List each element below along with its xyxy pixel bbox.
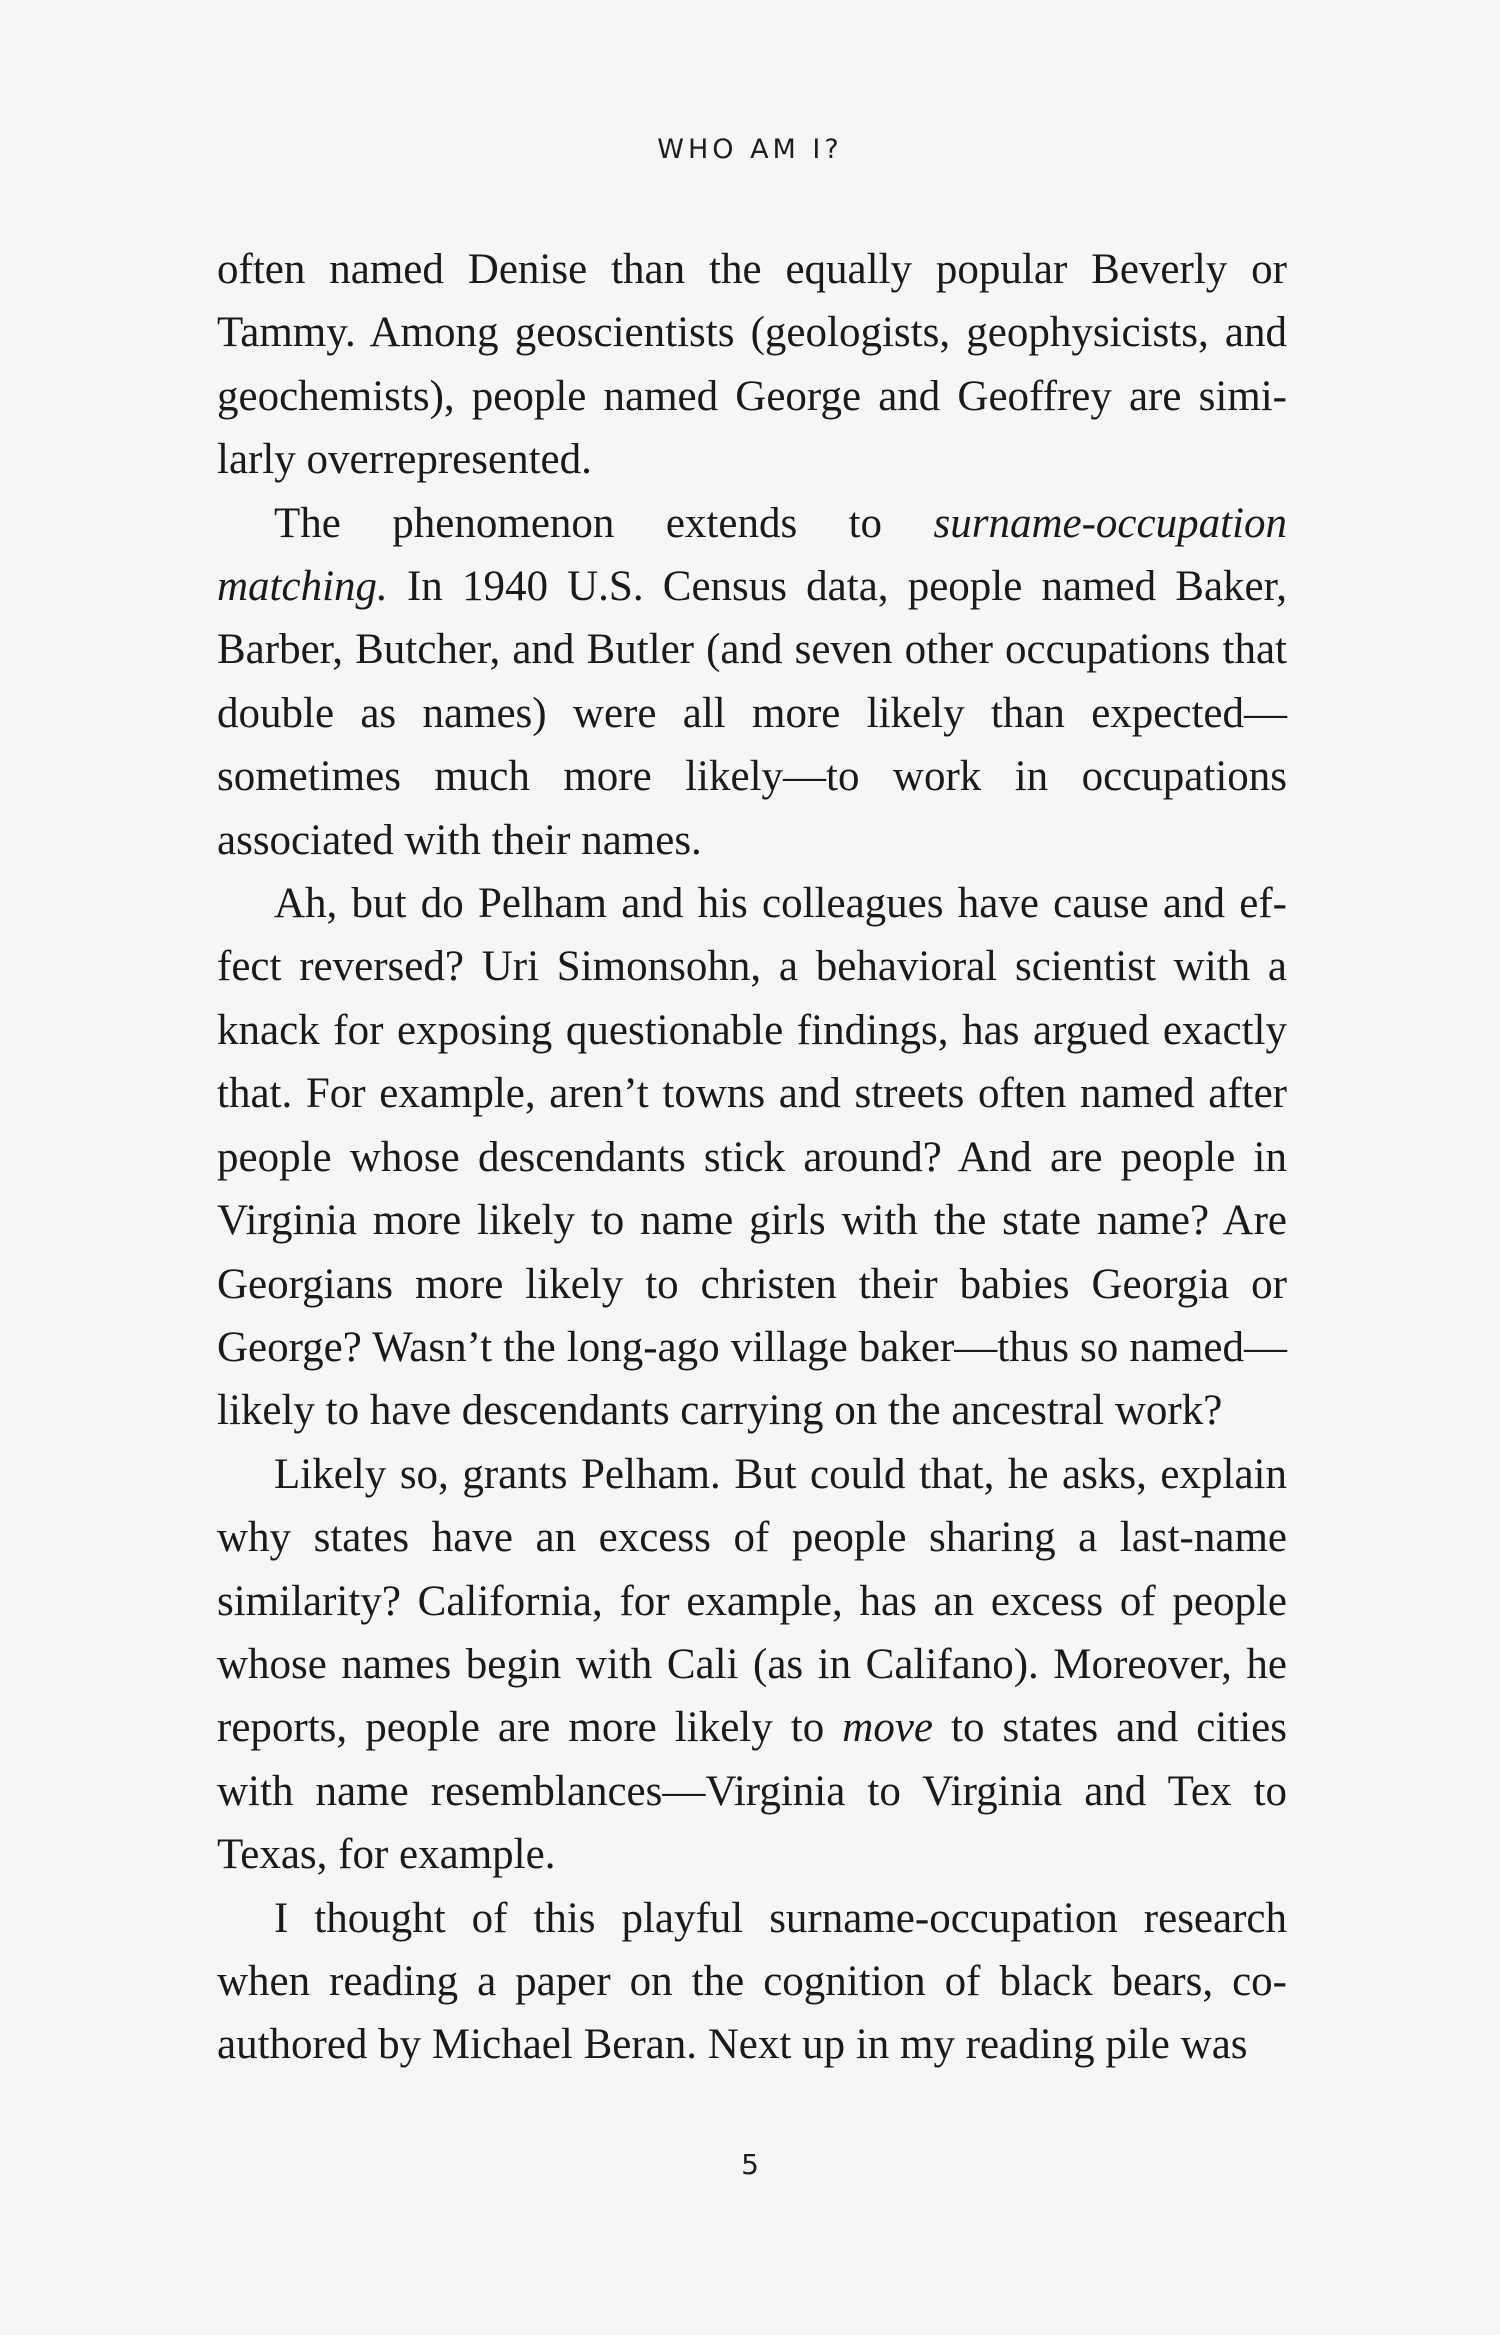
body-text <box>217 238 1287 2077</box>
paragraph: often named Denise than the equally popular Beverly or Tammy. Among geoscientists (geologists, geophysicists, and geochemists), people named George and Geoffrey are similarly overrepresented. <box>217 246 1287 484</box>
paragraph: I thought of this playful surname-occupation research when reading a paper on the cognition of black bears, coauthored by Michael Beran. Next up in my reading pile was <box>217 1894 1287 2069</box>
emphasis: move <box>842 1704 933 1752</box>
page-number: 5 <box>741 2148 759 2181</box>
paragraph: Likely so, grants Pelham. But could that, he asks, explain why states have an excess of people sharing a last-name similarity? California, for example, has an excess of people whose names begin with Cali (as in Califano). Moreover, he reports, people are more likely to move to states and cities with name resemblances—Virginia to Virginia and Tex to Texas, for example. <box>217 1450 1287 1879</box>
paragraph: Ah, but do Pelham and his colleagues have cause and effect reversed? Uri Simonsohn, a behavioral scientist with a knack for exposing questionable findings, has argued exactly that. For example, aren’t towns and streets often named after people whose descendants stick around? And are people in Virginia more likely to name girls with the state name? Are Georgians more likely to christen their babies Georgia or George? Wasn’t the long-ago village baker—thus so named— likely to have descendants carrying on the ancestral work? <box>217 880 1287 1435</box>
running-head: WHO AM I? <box>657 134 843 165</box>
paragraph: The phenomenon extends to surname-occupation matching. In 1940 U.S. Census data, people named Baker, Barber, Butcher, and Butler (and seven other occupations that double as names) were all more likely than expected—sometimes much more likely—to work in occupations associated with their names. <box>217 499 1287 864</box>
emphasis: surname-occupation matching. <box>217 499 1287 611</box>
